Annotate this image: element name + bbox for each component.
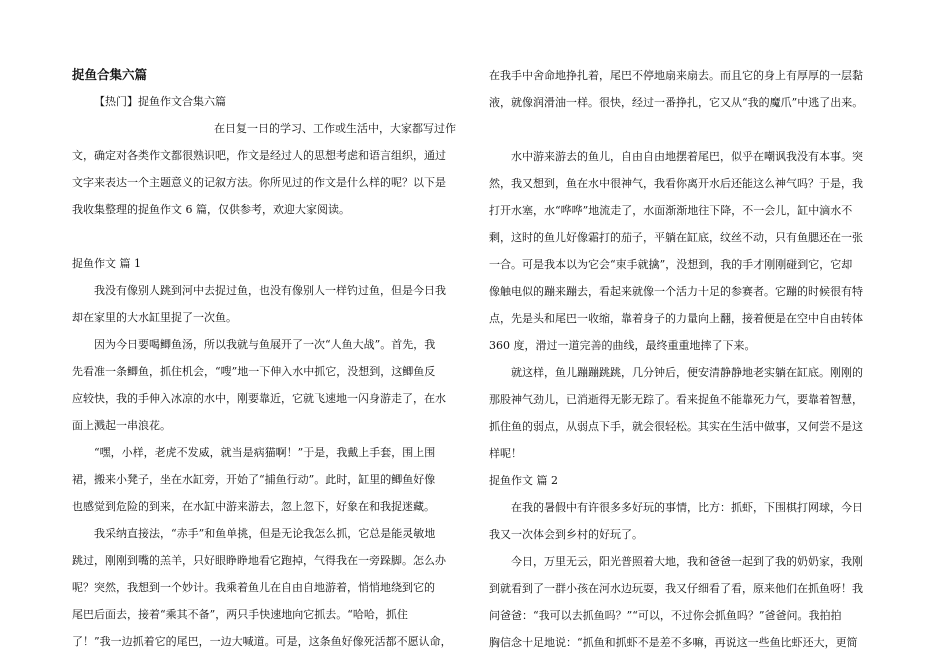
right-column [489,62,879,656]
paragraph-line: 面上溅起一串浪花。 [72,419,171,432]
paragraph-line: 打开水塞，水“哗哗”地流走了，水面渐渐地往下降，不一会儿，缸中滴水不 [489,204,853,217]
paragraph-line: “嘿，小样，老虎不发威，就当是病猫啊！”于是，我戴上手套，围上围 [94,446,436,459]
paragraph-line: 点，先是头和尾巴一收缩，靠着身子的力量向上翻，接着便是在空中自由转体 [489,312,863,325]
paragraph-line: 样呢！ [489,447,522,460]
spacer [489,116,879,143]
paragraph-line: 在我手中舍命地挣扎着，尾巴不停地扇来扇去。而且它的身上有厚厚的一层黏 [489,69,863,82]
paragraph-line: 文，确定对各类作文都很熟识吧，作文是经过人的思想考虑和语言组织，通过 [72,149,446,162]
paragraph-line: 跳过，刚刚到嘴的羔羊，只好眼睁睁地看它跑掉，气得我在一旁跺脚。怎么办 [72,554,446,567]
paragraph-line: 剩，这时的鱼儿好像霜打的茄子，平躺在缸底，纹丝不动，只有鱼腮还在一张 [489,231,863,244]
paragraph-line: 到就看到了一群小孩在河水边玩耍，我又仔细看了看，原来他们在抓鱼呀！我 [489,582,863,595]
paragraph-line: 液，就像润滑油一样。很快，经过一番挣扎，它又从“我的魔爪”中逃了出来。 [489,96,864,109]
paragraph-line: 我又一次体会到乡村的好玩了。 [489,528,643,541]
paragraph-line: 就这样，鱼儿蹦蹦跳跳，几分钟后，便安清静静地老实躺在缸底。刚刚的 [511,366,863,379]
paragraph-line: 360 度，滑过一道完善的曲线，最终重重地摔了下来。 [489,339,756,352]
left-column [72,62,462,655]
paragraph-line: 也感觉到危险的到来，在水缸中游来游去，忽上忽下，好象在和我捉迷藏。 [72,500,435,513]
paragraph-line: 一合。可是我本以为它会“束手就擒”，没想到，我的手才刚刚碰到它，它却 [489,258,853,271]
paragraph-line: 我收集整理的捉鱼作文 6 篇，仅供参考，欢迎大家阅读。 [72,203,350,216]
paragraph-line: 裙，搬来小凳子，坐在水缸旁，开始了“捕鱼行动”。此时，缸里的鲫鱼好像 [72,473,436,486]
paragraph-line: 在我的暑假中有许很多多好玩的事情，比方：抓虾，下围棋打网球，今日 [511,501,863,514]
paragraph-line: 却在家里的大水缸里捉了一次鱼。 [72,311,237,324]
page-title: 捉鱼合集六篇 [72,67,148,82]
paragraph-line: 因为今日要喝鲫鱼汤，所以我就与鱼展开了一次“人鱼大战”。首先，我 [94,338,436,351]
paragraph-line: 在日复一日的学习、工作或生活中，大家都写过作 [214,122,456,135]
paragraph-line: 先看准一条鲫鱼，抓住机会，“嗖”地一下伸入水中抓它，没想到，这鲫鱼反 [72,365,436,378]
paragraph-line: 胸信念十足地说：“抓鱼和抓虾不是差不多嘛，再说这一些鱼比虾还大，更简 [489,636,858,649]
paragraph-line: 今日，万里无云，阳光普照着大地，我和爸爸一起到了我的奶奶家，我刚 [511,555,863,568]
section-heading: 捉鱼作文 篇 1 [72,257,141,270]
paragraph-line: 我采纳直接法，“赤手”和鱼单挑，但是无论我怎么抓，它总是能灵敏地 [94,527,436,540]
paragraph-line: 应较快，我的手伸入冰凉的水中，刚要靠近，它就飞速地一闪身游走了，在水 [72,392,446,405]
paragraph-line: 问爸爸：“我可以去抓鱼吗？”“可以，不过你会抓鱼吗？”爸爸问。我拍拍 [489,609,842,622]
paragraph-line: 那股神气劲儿，已消逝得无影无踪了。看来捉鱼不能靠死力气，要靠着智慧， [489,393,863,406]
hot-label: 【热门】捉鱼作文合集六篇 [94,95,226,108]
paragraph-line: 了！”我一边抓着它的尾巴，一边大喊道。可是，这条鱼好像死活都不愿认命， [72,635,452,648]
spacer [72,223,462,250]
paragraph-line: 尾巴后面去，接着“乘其不备”，两只手快速地向它抓去。“哈哈，抓住 [72,608,408,621]
section-heading: 捉鱼作文 篇 2 [489,474,558,487]
paragraph-line: 然，我又想到，鱼在水中很神气，我看你离开水后还能这么神气吗？于是，我 [489,177,863,190]
paragraph-line: 文字来表达一个主题意义的记叙方法。你所见过的作文是什么样的呢？以下是 [72,176,446,189]
paragraph-line: 像触电似的蹦来蹦去，看起来就像一个活力十足的参赛者。它蹦的时候很有特 [489,285,863,298]
paragraph-line: 呢？突然，我想到一个妙计。我乘着鱼儿在自由自地游着，悄悄地绕到它的 [72,581,435,594]
paragraph-line: 水中游来游去的鱼儿，自由自由地摆着尾巴，似乎在嘲讽我没有本事。突 [511,150,863,163]
paragraph-line: 抓住鱼的弱点，从弱点下手，就会很轻松。其实在生活中做事，又何尝不是这 [489,420,863,433]
paragraph-line: 我没有像别人跳到河中去捉过鱼，也没有像别人一样钓过鱼，但是今日我 [94,284,446,297]
